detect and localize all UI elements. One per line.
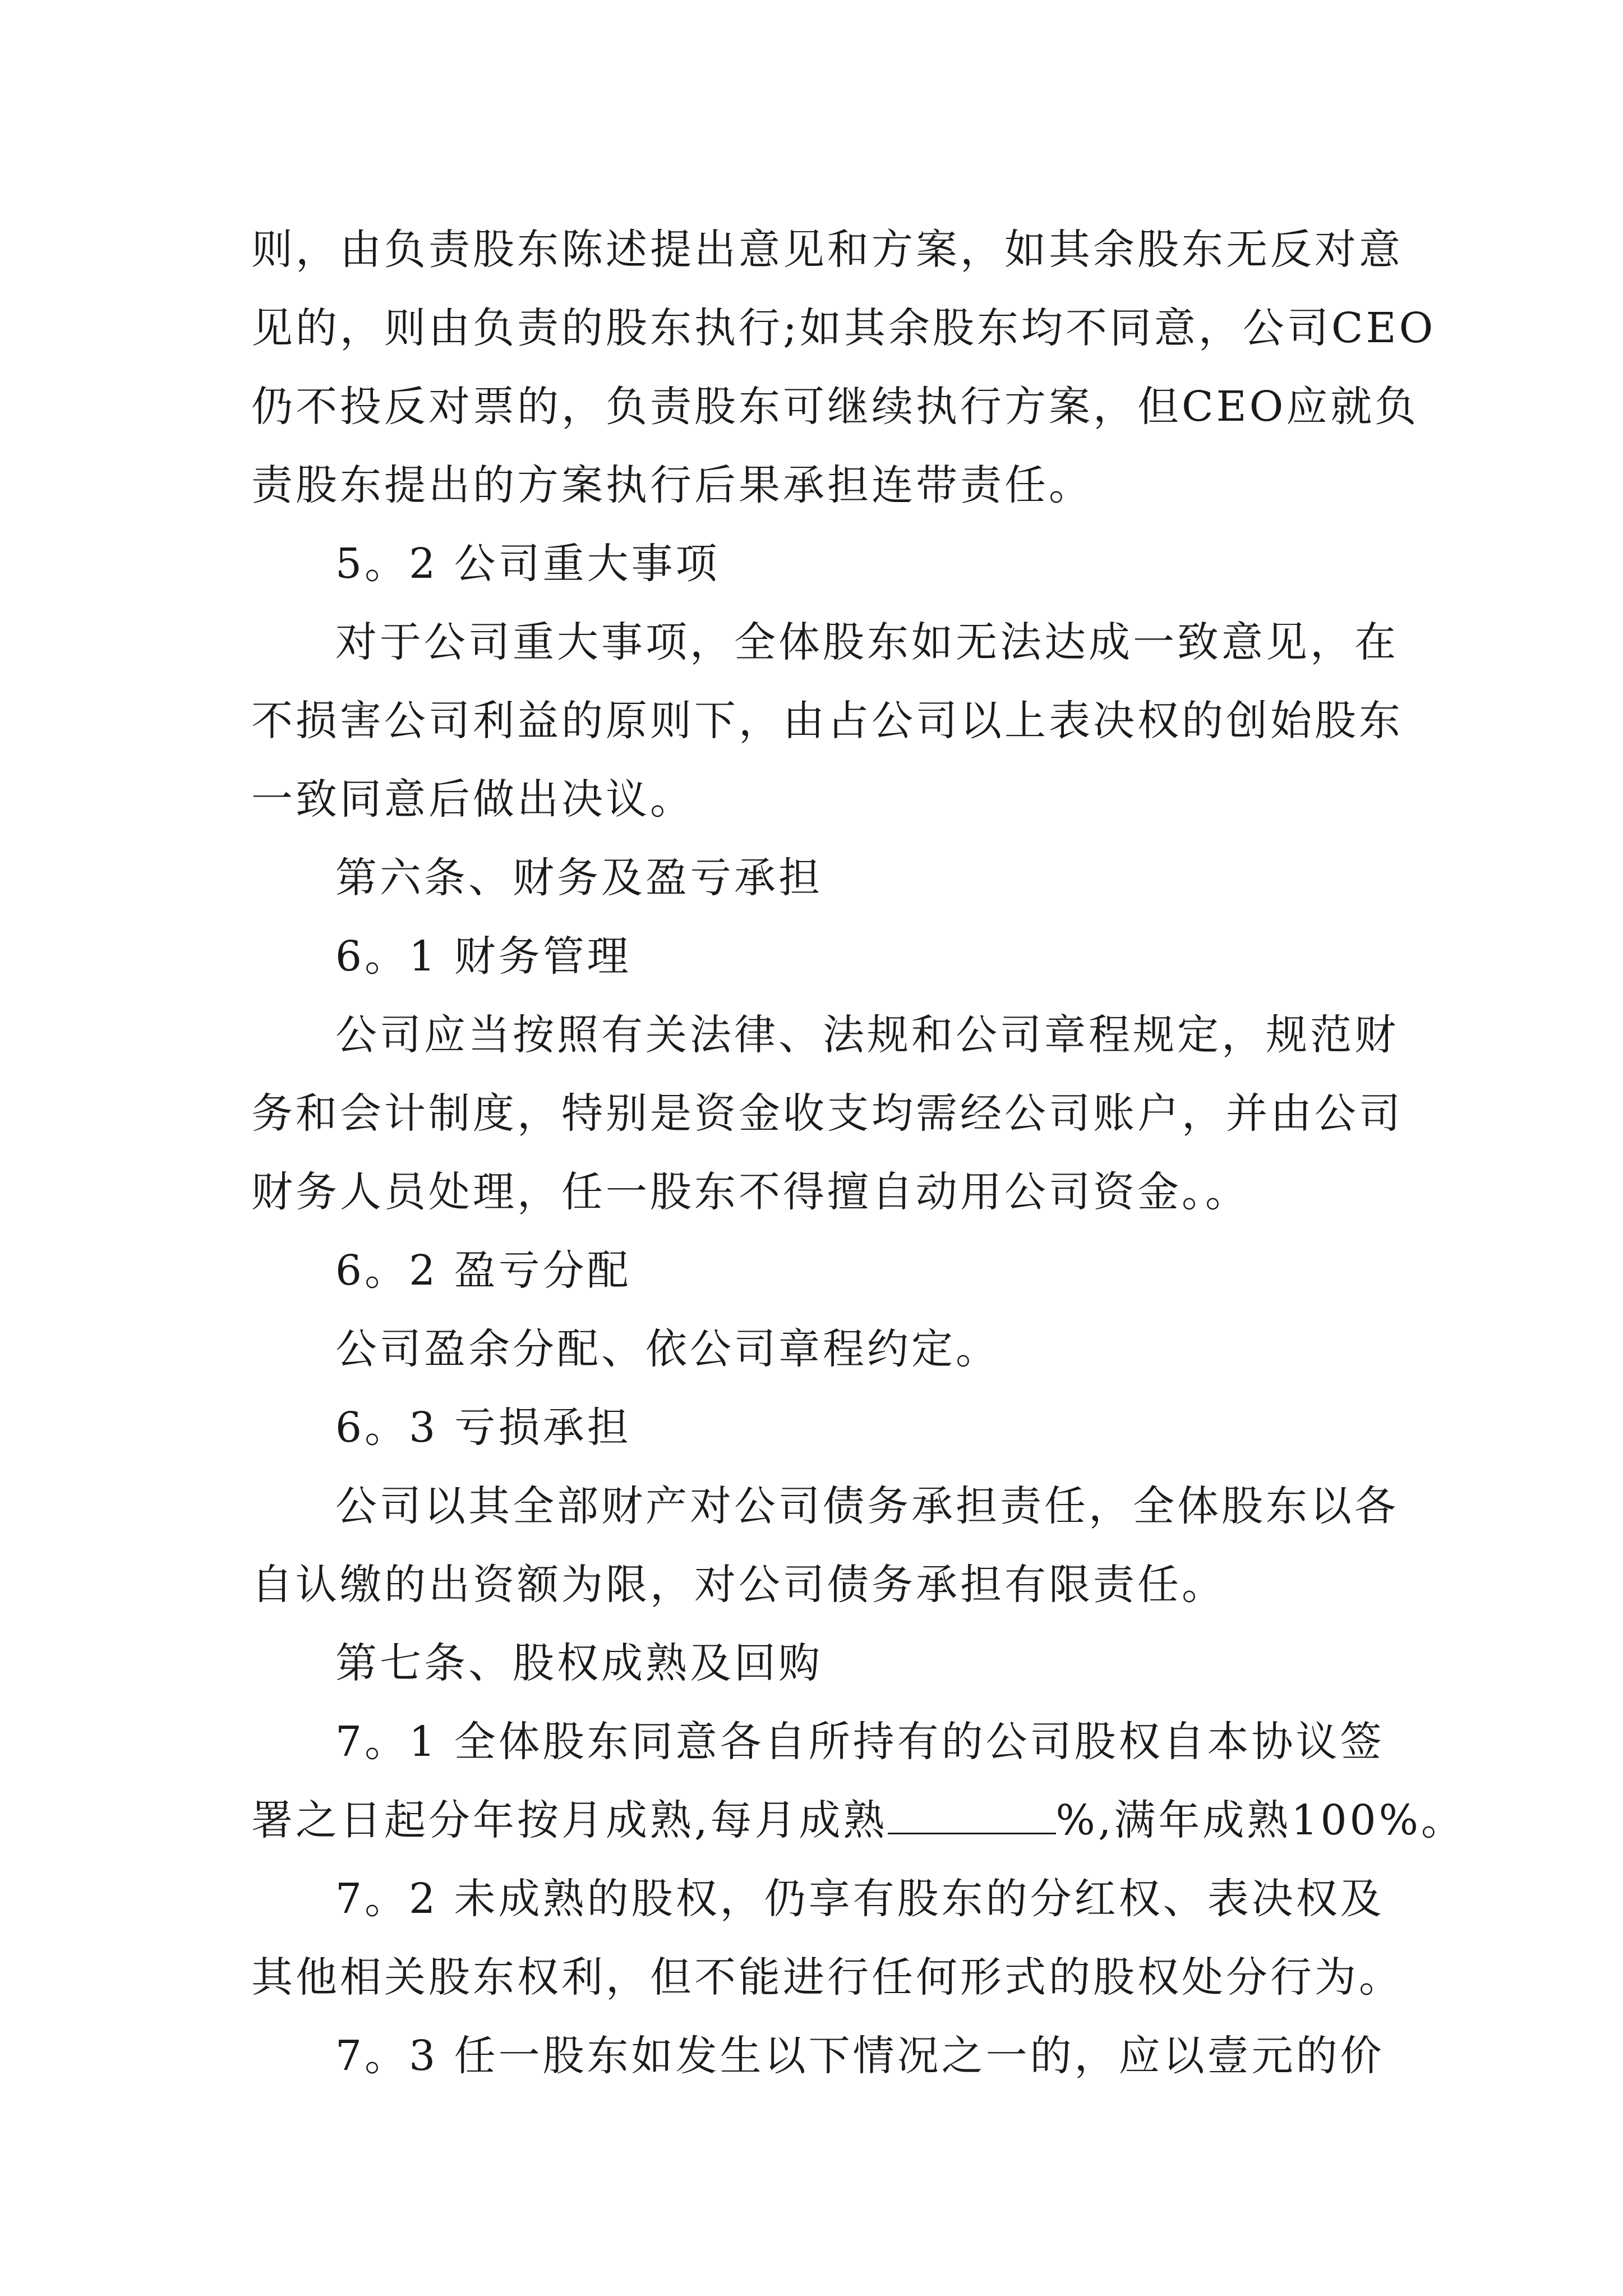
paragraph-line: 见的，则由负责的股东执行;如其余股东均不同意，公司CEO — [251, 304, 1436, 352]
article-heading-6: 第六条、财务及盈亏承担 — [335, 854, 823, 902]
paragraph-line: 自认缴的出资额为限，对公司债务承担有限责任。 — [251, 1561, 1226, 1609]
paragraph-line: 公司以其全部财产对公司债务承担责任，全体股东以各 — [335, 1482, 1399, 1530]
paragraph-line: 不损害公司利益的原则下，由占公司以上表决权的创始股东 — [251, 697, 1403, 745]
document-page — [251, 210, 1465, 2095]
paragraph-line: 仍不投反对票的，负责股东可继续执行方案，但CEO应就负 — [251, 383, 1419, 431]
section-heading-5-2: 5。2 公司重大事项 — [335, 540, 720, 588]
clause-text: 署之日起分年按月成熟,每月成熟 — [251, 1796, 888, 1844]
paragraph-line: 公司盈余分配、依公司章程约定。 — [335, 1325, 1000, 1373]
paragraph-line: 则，由负责股东陈述提出意见和方案，如其余股东无反对意 — [251, 226, 1403, 274]
clause-text: %,满年成熟100%。 — [1055, 1796, 1465, 1844]
paragraph-line: 务和会计制度，特别是资金收支均需经公司账户，并由公司 — [251, 1089, 1403, 1138]
paragraph-line: 公司应当按照有关法律、法规和公司章程规定，规范财 — [335, 1011, 1399, 1059]
clause-7-3-line: 7。3 任一股东如发生以下情况之一的，应以壹元的价 — [335, 2032, 1385, 2080]
article-heading-7: 第七条、股权成熟及回购 — [335, 1639, 823, 1687]
paragraph-line: 其他相关股东权利，但不能进行任何形式的股权处分行为。 — [251, 1953, 1403, 2001]
section-heading-6-1: 6。1 财务管理 — [335, 932, 631, 981]
clause-7-2-line: 7。2 未成熟的股权，仍享有股东的分红权、表决权及 — [335, 1875, 1385, 1923]
clause-7-1-line-cont — [251, 1781, 1465, 1860]
paragraph-line: 财务人员处理，任一股东不得擅自动用公司资金。。 — [251, 1168, 1249, 1216]
clause-7-1-line: 7。1 全体股东同意各自所持有的公司股权自本协议签 — [335, 1718, 1385, 1766]
paragraph-line: 一致同意后做出决议。 — [251, 775, 694, 823]
section-heading-6-3: 6。3 亏损承担 — [335, 1404, 631, 1452]
section-heading-6-2: 6。2 盈亏分配 — [335, 1246, 631, 1295]
paragraph-line: 对于公司重大事项，全体股东如无法达成一致意见，在 — [335, 618, 1399, 666]
paragraph-line: 责股东提出的方案执行后果承担连带责任。 — [251, 461, 1093, 509]
fill-in-blank — [888, 1788, 1056, 1834]
